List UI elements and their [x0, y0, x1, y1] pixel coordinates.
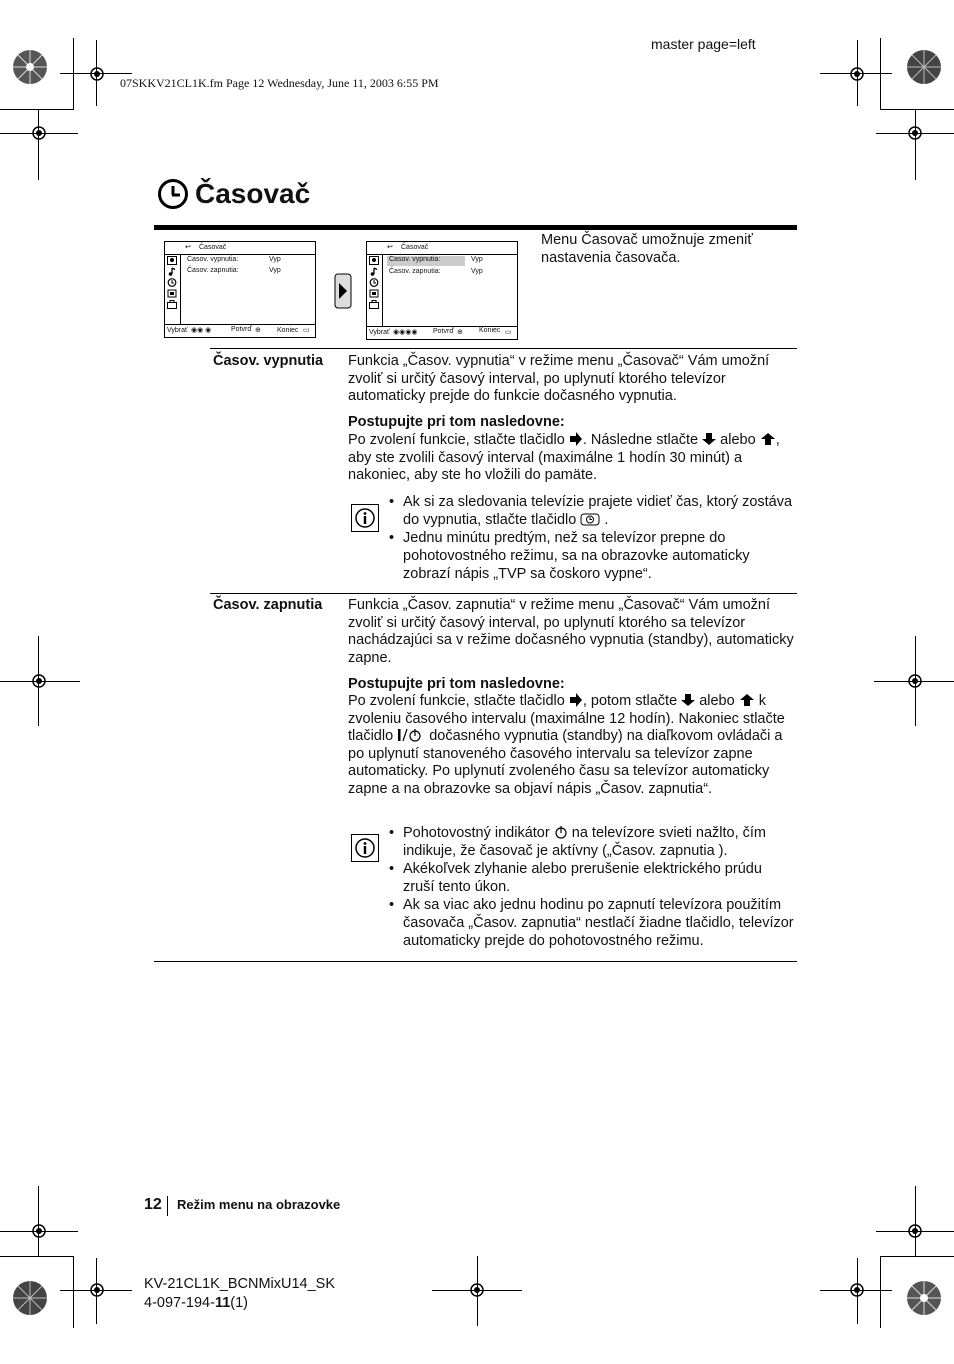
procedure-text: Po zvolení funkcie, stlačte tlačidlo . Následne stlačte alebo , aby ste zvolili časový interval (maximálne 1 hodín 30 minút) a nakoniec, aby ste ho vložili do pamäte.	[348, 432, 780, 483]
power-icon	[554, 825, 568, 839]
page-title	[157, 178, 310, 210]
screen-sidebar	[367, 254, 383, 327]
screen-header: ↩ Časovač	[367, 242, 517, 255]
menu-row-value: Vyp	[471, 268, 483, 275]
menu-screen-2	[366, 241, 518, 340]
registration-mark-icon	[28, 1220, 50, 1242]
section-description: Funkcia „Časov. vypnutia“ v režime menu „Časovač“ Vám umožní zvoliť si určitý časový interval, po uplynutí ktorého televízor automaticky prejde do funkcie dočasného vypnutia.	[348, 353, 770, 404]
section-rule	[210, 348, 797, 349]
color-rosette-icon	[906, 49, 942, 85]
registration-mark-icon	[904, 122, 926, 144]
registration-mark-icon	[904, 1220, 926, 1242]
picture-icon	[167, 256, 177, 265]
master-page-label: master page=left	[651, 36, 756, 52]
menu-screen-1	[164, 241, 316, 338]
menu-row-label: Časov. zapnutia:	[389, 268, 441, 275]
section-label: Časov. vypnutia	[213, 353, 324, 369]
menu-row-value: Vyp	[471, 256, 483, 263]
page-number: 12	[144, 1196, 162, 1213]
menu-row-value: Vyp	[269, 256, 281, 263]
file-info: 07SKKV21CL1K.fm Page 12 Wednesday, June 11, 2003 6:55 PM	[120, 76, 439, 90]
menu-row-label: Časov. zapnutia:	[187, 267, 239, 274]
arrow-down-icon	[702, 432, 716, 446]
list-item: • Ak si za sledovania televízie prajete vidieť čas, ktorý zostáva do vypnutia, stlačte tlačidlo .	[387, 493, 797, 529]
sound-icon	[369, 267, 379, 276]
notes-list	[387, 493, 797, 583]
screen-header: ↩ Časovač	[165, 242, 315, 255]
section-rule	[210, 593, 797, 594]
registration-mark-icon	[466, 1279, 488, 1301]
list-item: • Ak sa viac ako jednu hodinu po zapnutí televízora použitím časovača „Časov. zapnutia“ nestlačí žiadne tlačidlo, televízor automaticky prejde do pohotovostného režimu.	[387, 896, 797, 950]
timer-icon	[369, 278, 379, 287]
screen-sidebar	[165, 254, 181, 325]
registration-mark-icon	[28, 670, 50, 692]
power-icon	[397, 728, 425, 742]
footer-section: Režim menu na obrazovke	[177, 1197, 341, 1212]
arrow-up-icon	[760, 432, 776, 446]
procedure-text: Po zvolení funkcie, stlačte tlačidlo , potom stlačte alebo k zvoleniu časového intervalu (maximálne 12 hodín). Nakoniec stlačte tlačidlo dočasného vypnutia (standby) na diaľkovom ovládači a po uplynutí stanoveného časového intervalu sa televízor zapne automaticky. Po uplynutí zvoleného času sa televízor automaticky zapne a na obrazovke sa objaví nápis „Časov. zapnutia“.	[348, 693, 785, 797]
picture-icon	[369, 256, 379, 265]
registration-mark-icon	[846, 1279, 868, 1301]
screen-footer: Vybrať ◉◉◉◉ Potvrď ⊕ Koniec ▭	[367, 326, 517, 339]
arrow-right-icon	[569, 432, 583, 446]
section-description: Funkcia „Časov. zapnutia“ v režime menu „Časovač“ Vám umožní zvoliť si určitý časový interval, po uplynutí ktorého sa televízor nachádzajúci sa v režime dočasného vypnutia (standby), automaticky zapne.	[348, 597, 794, 666]
arrow-right-icon	[334, 273, 352, 309]
procedure-title: Postupujte pri tom nasledovne:	[348, 414, 565, 430]
arrow-down-icon	[681, 693, 695, 707]
menu-row-label: Časov. vypnutia:	[187, 256, 239, 263]
screen-footer: Vybrať ◉◉ ◉ Potvrď ⊕ Koniec ▭	[165, 324, 315, 337]
list-item: • Jednu minútu predtým, než sa televízor prepne do pohotovostného režimu, sa na obrazovke automaticky zobrazí nápis „TVP sa čoskoro vypne“.	[387, 529, 797, 583]
color-rosette-icon	[12, 1280, 48, 1316]
registration-mark-icon	[846, 63, 868, 85]
screen-title: Časovač	[401, 244, 429, 251]
menu-row-label: Časov. vypnutia:	[389, 256, 441, 263]
color-rosette-icon	[12, 49, 48, 85]
procedure-title: Postupujte pri tom nasledovne:	[348, 676, 565, 692]
registration-mark-icon	[86, 1279, 108, 1301]
notes-list	[387, 824, 797, 950]
list-item: • Akékoľvek zlyhanie alebo prerušenie elektrického prúdu zruší tento úkon.	[387, 860, 797, 896]
timer-display-icon	[580, 513, 600, 526]
arrow-up-icon	[739, 693, 755, 707]
color-rosette-icon	[906, 1280, 942, 1316]
page-title-text: Časovač	[195, 178, 311, 209]
arrow-right-icon	[569, 693, 583, 707]
registration-mark-icon	[28, 122, 50, 144]
clock-icon	[157, 178, 189, 210]
document-code: KV-21CL1K_BCNMixU14_SK 4-097-194-11(1)	[144, 1276, 336, 1311]
sound-icon	[167, 267, 177, 276]
setup-icon	[167, 289, 177, 298]
intro-text: Menu Časovač umožnuje zmeniť nastavenia časovača.	[541, 232, 753, 266]
setup-icon	[369, 289, 379, 298]
toolbox-icon	[167, 300, 177, 309]
section-label: Časov. zapnutia	[213, 597, 323, 613]
title-rule	[154, 225, 797, 230]
timer-icon	[167, 278, 177, 287]
registration-mark-icon	[904, 670, 926, 692]
screen-title: Časovač	[199, 244, 227, 251]
registration-mark-icon	[86, 63, 108, 85]
info-icon	[351, 834, 379, 862]
menu-row-value: Vyp	[269, 267, 281, 274]
list-item: • Pohotovostný indikátor na televízore svieti nažlto, čím indikuje, že časovač je aktívny („Časov. zapnutia ).	[387, 824, 797, 860]
bottom-rule	[154, 961, 797, 962]
info-icon	[351, 504, 379, 532]
footer-divider	[167, 1196, 168, 1216]
toolbox-icon	[369, 300, 379, 309]
